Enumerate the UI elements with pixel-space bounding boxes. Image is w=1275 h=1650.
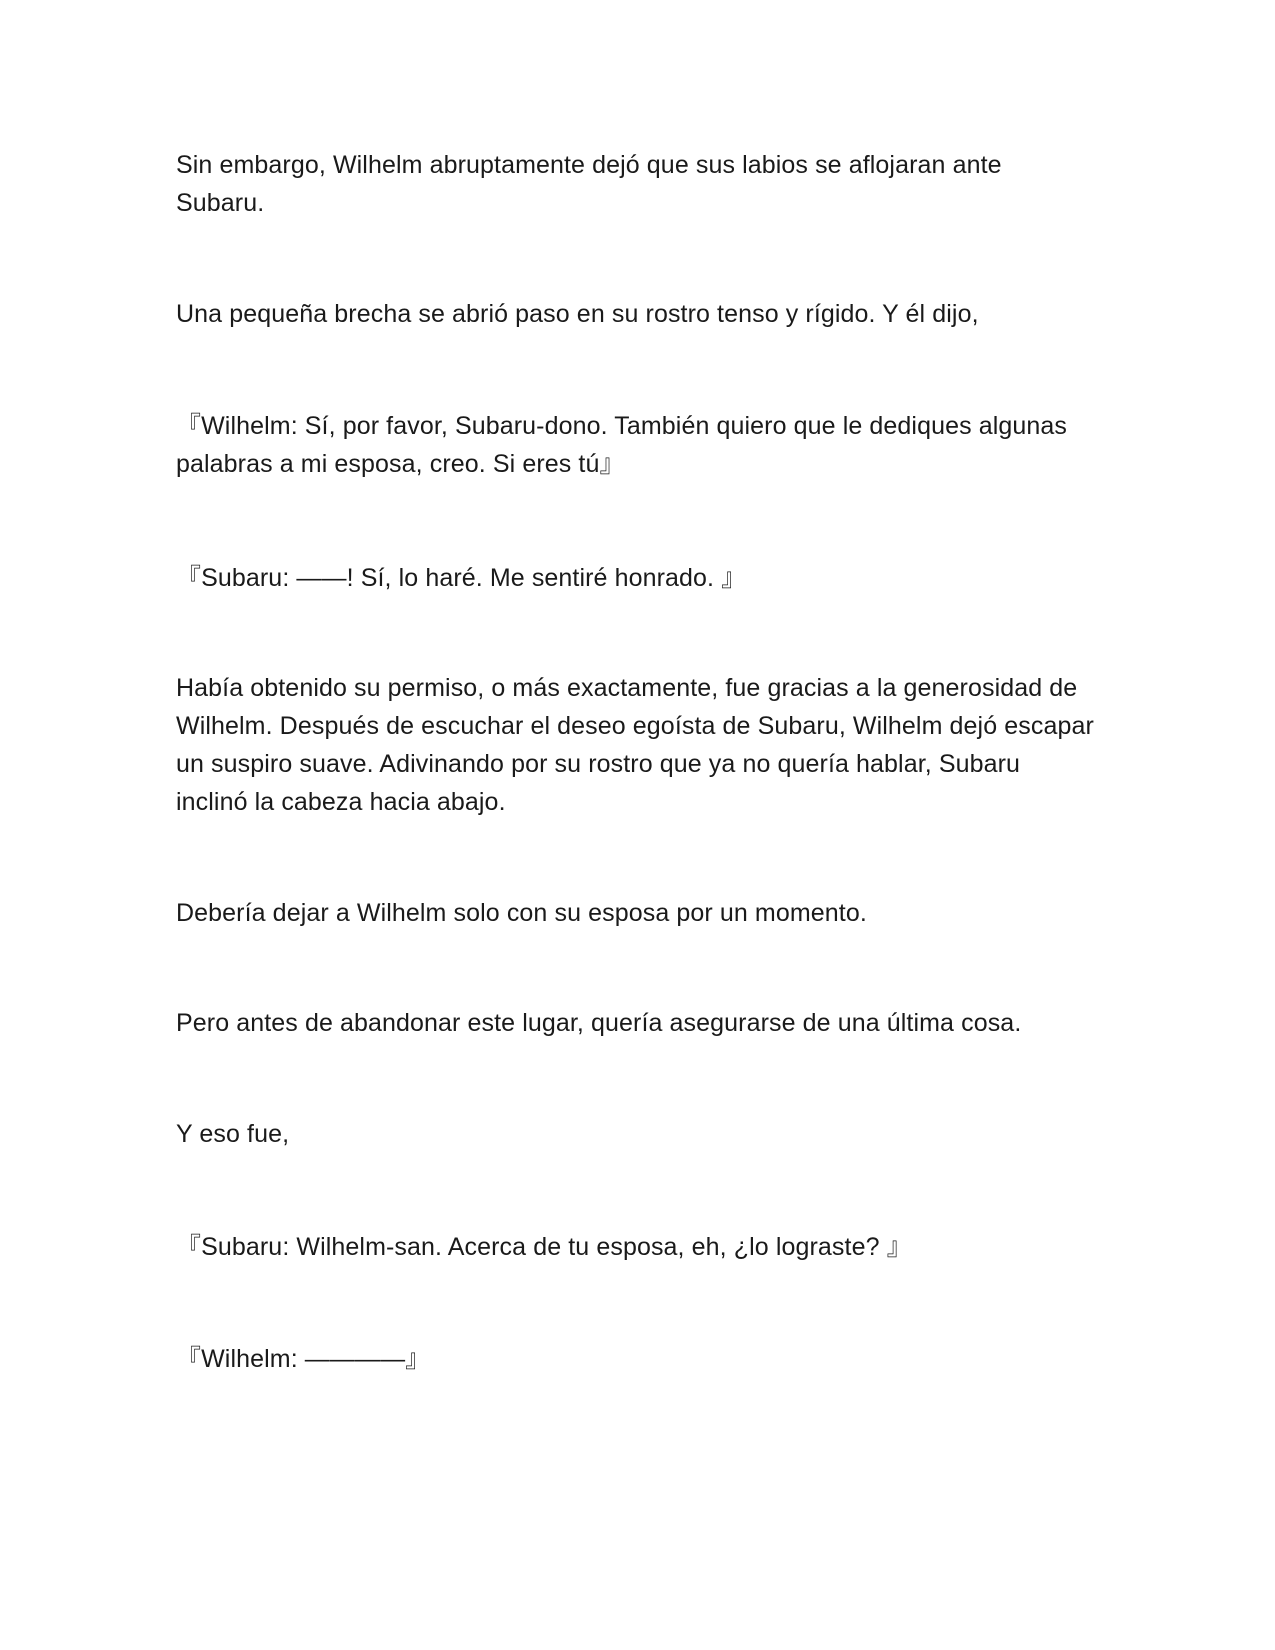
narration-paragraph: Una pequeña brecha se abrió paso en su rostro tenso y rígido. Y él dijo, (176, 300, 979, 328)
narration-paragraph: Debería dejar a Wilhelm solo con su esposa por un momento. (176, 899, 867, 927)
narration-paragraph: Y eso fue, (176, 1120, 290, 1148)
narration-paragraph: Había obtenido su permiso, o más exactamente, fue gracias a la generosidad de Wilhelm. Después de escuchar el deseo egoísta de Subaru, Wilhelm dejó escapar un suspiro suave. Adivinando por su rostro que ya no quería hablar, Subaru inclinó la cabeza hacia abajo. (176, 674, 1101, 816)
dialogue-line-subaru: 『Subaru: Wilhelm-san. Acerca de tu esposa, eh, ¿lo lograste? 』 (176, 1233, 912, 1261)
dialogue-line-subaru: 『Subaru: ——! Sí, lo haré. Me sentiré honrado. 』 (176, 564, 747, 592)
narration-paragraph: Sin embargo, Wilhelm abruptamente dejó que sus labios se aflojaran ante Subaru. (176, 151, 1009, 217)
narration-paragraph: Pero antes de abandonar este lugar, quería asegurarse de una última cosa. (176, 1009, 1022, 1037)
dialogue-line-wilhelm: 『Wilhelm: ————』 (176, 1345, 431, 1373)
dialogue-line-wilhelm: 『Wilhelm: Sí, por favor, Subaru-dono. También quiero que le dediques algunas palabras a mi esposa, creo. Si eres tú』 (176, 412, 1075, 478)
